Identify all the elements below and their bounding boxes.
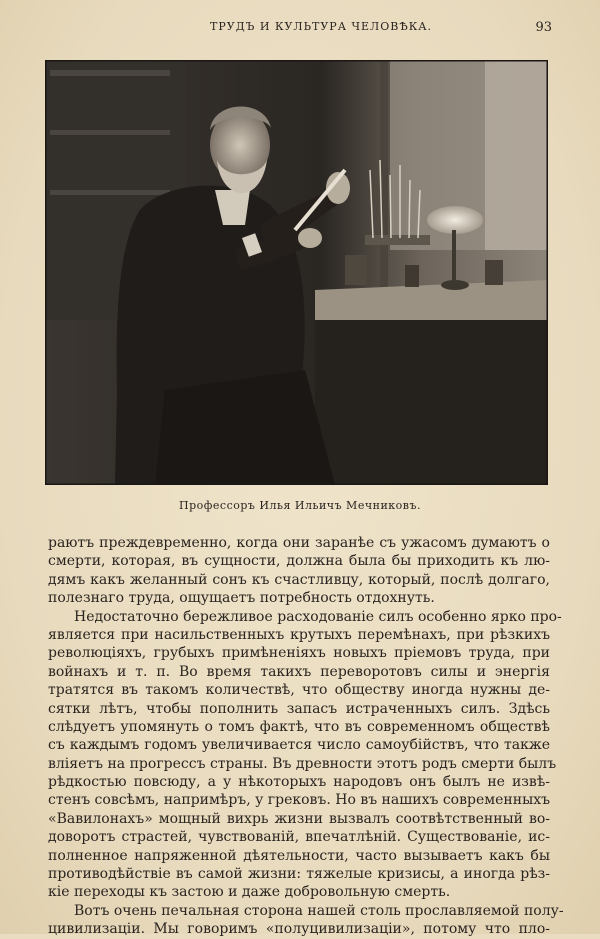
portrait-photograph bbox=[45, 60, 548, 485]
text-line: является при насильственныхъ крутыхъ перемѣнахъ, при рѣзкихъ bbox=[48, 626, 550, 643]
text-line: Недостаточно бережливое расходованіе силъ особенно ярко про- bbox=[74, 608, 562, 625]
text-line: съ каждымъ годомъ увеличивается число самоубійствъ, что также bbox=[48, 737, 550, 754]
text-line: войнахъ и т. п. Во время такихъ переворотовъ силы и энергія bbox=[48, 663, 550, 680]
page-number: 93 bbox=[535, 20, 552, 35]
text-line: Вотъ очень печальная сторона нашей столь прославляемой полу- bbox=[74, 902, 564, 919]
text-line: дямъ какъ желанный сонъ къ счастливцу, который, послѣ долгаго, bbox=[48, 571, 550, 588]
photo-caption: Профессоръ Илья Ильичъ Мечниковъ. bbox=[179, 499, 421, 512]
text-line: цивилизаціи. Мы говоримъ «полуцивилизаціи», потому что пло- bbox=[48, 921, 550, 938]
body-text bbox=[48, 534, 564, 939]
text-line: стенъ совсѣмъ, напримѣръ, у грековъ. Но въ нашихъ современныхъ bbox=[48, 792, 551, 809]
text-line: революціяхъ, грубыхъ примѣненіяхъ новыхъ пріемовъ труда, при bbox=[48, 645, 550, 662]
text-line: полненное напряженной дѣятельности, часто вызываетъ какъ бы bbox=[48, 847, 550, 864]
text-line: «Вавилонахъ» мощный вихрь жизни вызвалъ соотвѣтственный во- bbox=[48, 810, 550, 827]
text-line: полезнаго труда, ощущаетъ потребность отдохнуть. bbox=[48, 590, 435, 607]
text-line: рѣдкостью повсюду, а у нѣкоторыхъ народовъ онъ былъ не извѣ- bbox=[48, 774, 550, 791]
text-line: сятки лѣтъ, чтобы пополнить запасъ истраченныхъ силъ. Здѣсь bbox=[48, 700, 550, 717]
text-line: доворотъ страстей, чувствованій, впечатлѣній. Существованіе, ис- bbox=[48, 829, 550, 846]
text-line: кіе переходы къ застою и даже добровольную смерть. bbox=[48, 884, 451, 901]
text-line: раютъ преждевременно, когда они заранѣе съ ужасомъ думаютъ о bbox=[48, 535, 550, 551]
text-line: вліяетъ на прогрессъ страны. Въ древности этотъ родъ смерти былъ bbox=[48, 755, 557, 772]
photo-illustration bbox=[45, 60, 548, 485]
text-line: слѣдуетъ упомянуть о томъ фактѣ, что въ современномъ обществѣ bbox=[48, 718, 550, 735]
text-line: смерти, которая, въ сущности, должна была бы приходить къ лю- bbox=[48, 553, 550, 570]
running-title: ТРУДЪ И КУЛЬТУРА ЧЕЛОВѢКА. bbox=[210, 20, 433, 33]
text-line: противодѣйствіе въ самой жизни: тяжелые кризисы, а иногда рѣз- bbox=[48, 866, 550, 883]
text-line: тратятся въ такомъ количествѣ, что обществу иногда нужны де- bbox=[48, 682, 550, 699]
